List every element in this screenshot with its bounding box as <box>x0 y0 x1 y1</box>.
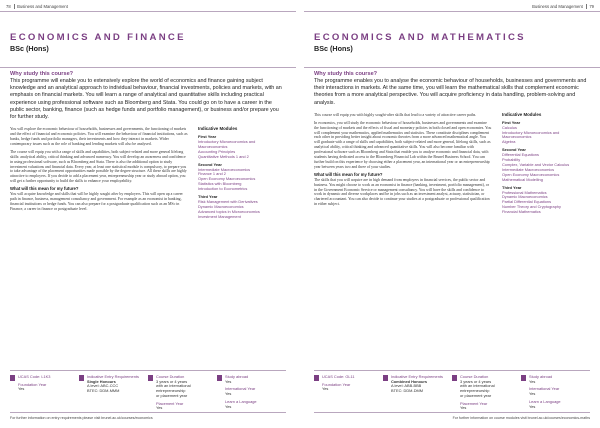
intro-text: The programme enables you to analyse the economic behaviour of households, businesses and governments and their interactions in markets. At the same time, you will learn the mathematical skills that complement economic theories from a more analytical perspective. You will acquire proficiency in data handling, problem-solving and analysis. <box>314 78 587 106</box>
entry-label: Indicative Entry Requirements <box>391 374 443 379</box>
module-item: Statistics with Bloomberg <box>198 181 242 187</box>
year-label: First Year <box>198 134 217 140</box>
abroad-value: Yes <box>529 378 536 384</box>
main-column <box>314 113 492 215</box>
course-title: ECONOMICS AND MATHEMATICS <box>314 32 526 43</box>
main-column <box>10 127 188 219</box>
foundation-value: Yes <box>18 386 25 392</box>
entry-box <box>383 371 452 408</box>
year-block <box>198 163 284 192</box>
page-number: 79 <box>589 4 594 9</box>
section-name: Business and Management <box>17 4 68 9</box>
entry-box <box>79 371 148 408</box>
future-heading: What will this mean for my future? <box>10 186 79 192</box>
duration-line: entrepreneurship <box>460 388 490 394</box>
duration-line: 3 years or 4 years <box>460 378 492 384</box>
future-heading: What will this mean for my future? <box>314 171 383 177</box>
module-item: Calculus <box>502 124 517 130</box>
module-item: Advanced topics in Microeconomics <box>198 208 260 214</box>
module-item: Differential Equations <box>502 152 539 158</box>
duration-line: or placement year <box>460 392 492 398</box>
ucas-box <box>10 371 79 408</box>
module-item: Intermediate Macroeconomics <box>198 166 251 172</box>
abroad-value: Yes <box>225 378 232 384</box>
footer-note: For further information on course modules visit brunel.ac.uk/courses/economics-maths <box>314 412 590 420</box>
module-item: Number Theory and Cryptography <box>502 204 561 210</box>
module-item: Partial Differential Equations <box>502 199 552 205</box>
module-item: Risk Management with Derivatives <box>198 199 258 204</box>
module-item: Investment Management <box>198 213 241 219</box>
entry-line: BTEC: DDM-MMM <box>87 388 120 394</box>
entry-icon <box>383 375 388 381</box>
ucas-icon <box>10 375 15 381</box>
duration-line: or placement year <box>156 392 188 398</box>
foundation-value: Yes <box>322 386 329 392</box>
abroad-label: Study abroad <box>225 374 249 379</box>
body-paragraph: You will explore the economic behaviour of households, businesses and governments, the functioning of markets and the effect of financial and economic policies. You will examine the behaviour of financial institutions, such as banks, hedge funds and portfolio managers, their investments and how they interact in markets. Wider contemporary issues such as the role of banking and lending markets will also be analysed. <box>10 127 188 146</box>
duration-line: 3 years or 4 years <box>156 378 188 384</box>
module-item: Mathematical Modelling <box>502 176 543 182</box>
year-block <box>502 121 588 146</box>
entry-line: Single Honours <box>87 378 116 384</box>
module-item: Introductory Microeconomics and Macroeconomics <box>502 129 560 140</box>
body-paragraph: In economics, you will study the economic behaviour of households, businesses and governments and examine the functioning of markets and the effects of fiscal and monetary policies in both closed and open economies. You will complement your mathematics, applied mathematics and statistics. These constitute disciplines complement each other in providing better insight about economic theories from a more advanced mathematical angle. You will graduate with a range of skills and capabilities, both subject-related and more general, lifelong skills, such as analytical ability, critical thinking and advanced quantitative skills. You will also become familiar with professional software such as Bloomberg and Stata that enable you to analyse economic and financial data, with students having dedicated access to the Bloomberg Financial Lab within the Brunel Business School. You can further build on this experience by choosing either a placement year, an international year or an entrepreneurship year between years two and three of your studies. <box>314 120 492 169</box>
abroad-label: Study abroad <box>529 374 553 379</box>
module-item: Accounting Principles <box>198 148 236 154</box>
year-label: Third Year <box>198 194 218 200</box>
duration-line: entrepreneurship <box>156 388 186 394</box>
abroad-box <box>217 371 286 408</box>
clock-icon <box>148 375 153 381</box>
ucas-icon <box>314 375 319 381</box>
duration-line: with an international <box>460 383 495 389</box>
module-item: Introductory Microeconomics and Macroeconomics <box>198 139 256 149</box>
year-block <box>502 186 588 215</box>
entry-label: Indicative Entry Requirements <box>87 374 139 379</box>
placement-value: Yes <box>156 405 163 411</box>
intl-year-label: International Year <box>225 386 256 392</box>
course-info-bar <box>314 370 590 411</box>
placement-label: Placement Year <box>460 400 488 406</box>
year-label: Second Year <box>502 147 526 153</box>
content-columns <box>314 113 590 215</box>
placement-label: Placement Year <box>156 400 184 406</box>
footer-note: For further information on entry requirements please visit brunel.ac.uk/courses/economics <box>10 412 286 420</box>
why-heading: Why study this course? <box>10 71 74 77</box>
entry-line: A level: ABB-BBB <box>391 383 422 389</box>
module-item: Finance 1 and 2 <box>198 171 226 177</box>
entry-icon <box>79 375 84 381</box>
course-degree: BSc (Hons) <box>10 44 49 53</box>
year-label: Second Year <box>198 161 222 167</box>
content-columns <box>10 127 286 219</box>
ucas-box <box>314 371 383 408</box>
why-heading: Why study this course? <box>314 71 378 77</box>
abroad-box <box>521 371 590 408</box>
future-paragraph: The skills that you will acquire are in high demand from employers in financial services, the public sector and business. You might choose to work as an economist in finance (banking, investment, portfolio management), or in the Government Economic Service or management consultancy. You will have the skills and confidence to work in dynamic and diverse workplaces and be in jobs such as an investment analyst, actuary, statistician, or chartered accountant. You can also decide to continue your studies at a postgraduate or professional qualification in either subject. <box>314 177 490 207</box>
divider <box>0 67 296 68</box>
course-info-bar <box>10 370 286 411</box>
course-title: ECONOMICS AND FINANCE <box>10 32 186 43</box>
body-paragraph: This course will equip you with highly sought-after skills that lead to a variety of attractive career paths. <box>314 112 477 117</box>
modules-column <box>502 113 588 215</box>
module-item: Intermediate Macroeconomics <box>502 166 555 172</box>
duration-box <box>148 371 217 411</box>
left-page <box>0 0 296 428</box>
year-block <box>198 195 284 220</box>
module-item: Professional Mathematics <box>502 189 547 195</box>
duration-line: with an international <box>156 383 191 389</box>
modules-column <box>198 127 284 219</box>
course-degree: BSc (Hons) <box>314 44 353 53</box>
globe-icon <box>217 375 222 381</box>
ucas-code: UCAS Code: L1K3 <box>18 374 51 379</box>
globe-icon <box>521 375 526 381</box>
module-item: Algebra <box>502 139 516 145</box>
running-header <box>0 0 296 12</box>
section-name: Business and Management <box>532 4 583 9</box>
language-value: Yes <box>529 403 536 409</box>
module-item: Dynamic Macroeconomics <box>198 203 244 209</box>
duration-box <box>452 371 521 411</box>
intl-year-value: Yes <box>225 391 232 397</box>
module-item: Quantitative Methods 1 and 2 <box>198 153 249 159</box>
intro-text: This programme will enable you to extensively explore the world of economics and finance gaining subject knowledge and an analytical approach to individual behaviour, financial investments, policies and markets, with an emphasis on financial markets. You will learn a range of analytical and quantitative skills including practical experience using professional software such as Bloomberg and Stata. You could go on to have a career in the public sector, banking, finance (such as hedge funds and portfolio management), or business and/or prepare you for further study. <box>10 78 282 121</box>
entry-line: Combined Honours <box>391 378 428 384</box>
duration-label: Course Duration <box>460 374 489 379</box>
module-item: Open Economy Macroeconomics <box>502 171 560 177</box>
future-paragraph: You will acquire knowledge and skills that will be highly sought after by employers. This will open up a career path in finance, business, management consultancy and government. For example as an economist in banking, financial institutions or hedge funds. You can also prepare for a postgraduate qualification such as an MSc in Finance, a career in finance or postgraduate level. <box>10 192 183 211</box>
header-divider <box>14 4 15 9</box>
header-divider <box>586 4 587 9</box>
ucas-code: UCAS Code: GL11 <box>322 374 355 379</box>
placement-value: Yes <box>460 405 467 411</box>
duration-label: Course Duration <box>156 374 185 379</box>
year-block <box>198 135 284 160</box>
modules-heading: Indicative Modules <box>502 111 542 117</box>
running-header <box>304 0 600 12</box>
language-label: Learn a Language <box>529 398 561 404</box>
module-item: Dynamic Macroeconomics <box>502 194 548 200</box>
module-item: Introduction to Econometrics <box>198 186 248 192</box>
year-block <box>502 148 588 182</box>
module-item: Open Economy Macroeconomics <box>198 176 256 182</box>
year-label: Third Year <box>502 184 522 190</box>
modules-heading: Indicative Modules <box>198 126 238 132</box>
entry-line: A level: ABC-CCC <box>87 383 119 389</box>
module-item: Financial Mathematics <box>502 209 541 215</box>
entry-line: BTEC: DDM-DMM <box>391 388 423 394</box>
divider <box>304 67 600 68</box>
right-page <box>304 0 600 428</box>
module-item: Complex, Variable and Vector Calculus <box>502 161 570 167</box>
module-item: Probability <box>502 157 521 163</box>
clock-icon <box>452 375 457 381</box>
intl-year-label: International Year <box>529 386 560 392</box>
body-paragraph: The course will equip you with a range of skills and capabilities, both subject-related and more general lifelong skills: analytical ability, critical thinking and advanced numeracy. You will develop an awareness and confidence in using professional software, such as Bloomberg and Stata. There is also the additional option to study investment valuations and financial data. Every year, at least one statistical module is compulsory, to prepare you to take advantage of the placement opportunities made possible by the degree structure. All these skills are highly attractive to employers. If you decide to add a placement year, entrepreneurship year or study abroad option, you will get a further opportunity to build the skills to enhance your employability. <box>10 149 187 184</box>
year-label: First Year <box>502 119 521 125</box>
language-value: Yes <box>225 403 232 409</box>
foundation-label: Foundation Year <box>322 381 351 387</box>
language-label: Learn a Language <box>225 398 257 404</box>
intl-year-value: Yes <box>529 391 536 397</box>
foundation-label: Foundation Year <box>18 381 47 387</box>
page-number: 78 <box>6 4 11 9</box>
